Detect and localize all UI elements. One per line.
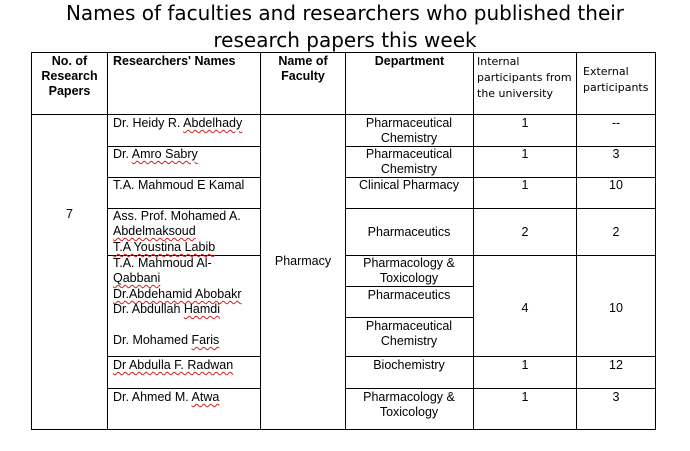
researcher-name: T.A. Mahmoud E Kamal (113, 178, 245, 192)
external-count: 10 (609, 301, 623, 315)
department-cell: Pharmacology & Toxicology (363, 256, 455, 285)
header-num-papers: No. of Research Papers (41, 54, 98, 98)
internal-count: 2 (521, 225, 529, 239)
num-papers-value: 7 (66, 207, 73, 221)
researcher-name: Dr. Mohamed Faris (113, 333, 220, 347)
col-divider (260, 52, 261, 430)
researcher-name: Dr. Abdullah Hamdi (113, 302, 221, 316)
researcher-name: Ass. Prof. Mohamed A. Abdelmaksoud (113, 209, 241, 238)
table-border-right (655, 52, 656, 430)
title-line-1: Names of faculties and researchers who published their (65, 1, 625, 25)
researcher-name: Dr Abdulla F. Radwan (113, 358, 234, 372)
researcher-name: T.A. Mahmoud Al-Qabbani (113, 256, 212, 285)
department-cell: Biochemistry (373, 358, 445, 372)
external-count: 3 (612, 390, 620, 404)
researcher-name: T.A Youstina Labib (113, 240, 216, 254)
row-divider (107, 388, 260, 389)
researcher-name: Dr.Abdehamid Abobakr (113, 287, 242, 301)
external-count: -- (611, 116, 621, 130)
internal-count: 4 (521, 301, 529, 315)
col-divider (345, 52, 346, 430)
header-researchers: Researchers' Names (113, 54, 236, 68)
page-title (0, 0, 690, 54)
col-divider (473, 52, 474, 430)
external-count: 10 (609, 178, 623, 192)
row-divider (345, 208, 656, 209)
row-divider (345, 356, 656, 357)
col-divider (576, 52, 577, 430)
header-department: Department (374, 54, 445, 68)
researcher-name: Dr. Ahmed M. Atwa (113, 390, 220, 404)
internal-count: 1 (521, 147, 529, 161)
external-count: 3 (612, 147, 620, 161)
row-divider (345, 317, 473, 318)
internal-count: 1 (521, 358, 529, 372)
external-count: 12 (609, 358, 623, 372)
internal-count: 1 (521, 178, 529, 192)
researchers-table (31, 52, 656, 430)
department-cell: Pharmaceutics (367, 225, 451, 239)
department-cell: Pharmaceutical Chemistry (365, 147, 453, 176)
row-divider (345, 388, 656, 389)
department-cell: Clinical Pharmacy (358, 178, 460, 192)
row-divider (107, 356, 260, 357)
title-line-2: research papers this week (213, 28, 477, 52)
internal-count: 1 (521, 116, 529, 130)
researcher-name: Dr. Heidy R. Abdelhady (113, 116, 243, 130)
department-cell: Pharmaceutical Chemistry (365, 116, 453, 145)
department-cell: Pharmaceutics (367, 288, 451, 302)
header-faculty: Name of Faculty (278, 54, 328, 83)
col-divider (107, 52, 108, 430)
faculty-value: Pharmacy (274, 254, 332, 268)
row-divider (345, 286, 473, 287)
researcher-name: Dr. Amro Sabry (113, 147, 198, 161)
table-border-top (31, 52, 656, 53)
header-internal: Internal participants from the university (477, 55, 572, 100)
internal-count: 1 (521, 390, 529, 404)
table-border-left (31, 52, 32, 430)
table-border-bottom (31, 429, 656, 430)
department-cell: Pharmaceutical Chemistry (365, 319, 453, 348)
external-count: 2 (612, 225, 620, 239)
header-external: External participants (583, 65, 649, 94)
header-bottom-border (31, 114, 656, 115)
department-cell: Pharmacology & Toxicology (363, 390, 455, 419)
